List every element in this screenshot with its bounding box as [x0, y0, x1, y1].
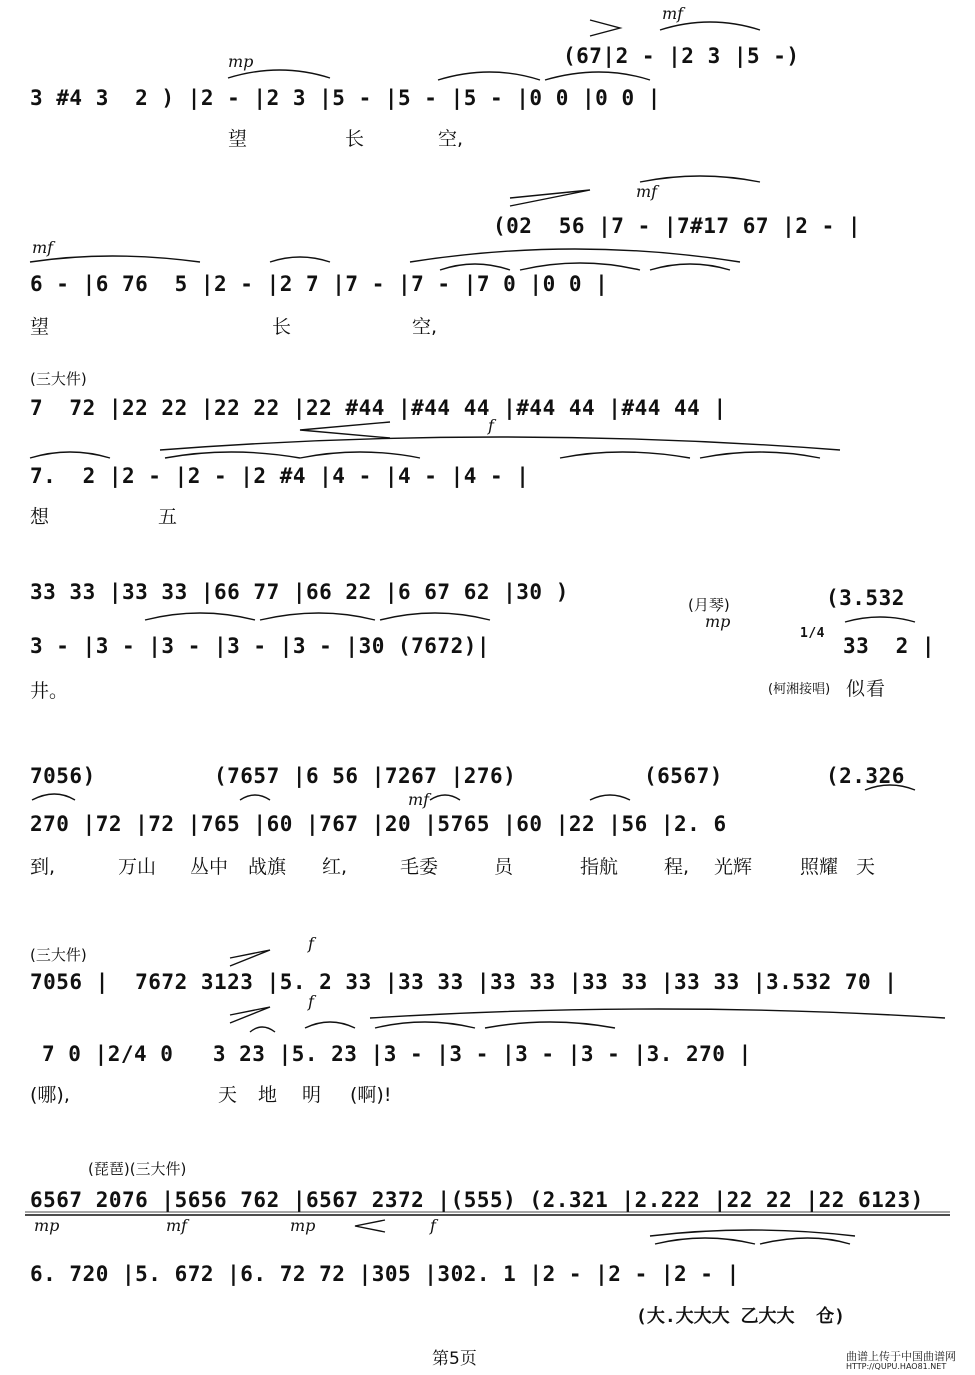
dynamic-f: f: [488, 416, 494, 435]
lyric: 毛委: [400, 856, 439, 878]
accompaniment-line-4: (2.326: [826, 764, 905, 788]
lyric: 望: [228, 128, 248, 150]
lyric: (哪),: [30, 1084, 70, 1106]
dynamic-mp: mp: [290, 1216, 316, 1235]
lyric: 望: [30, 316, 50, 338]
accompaniment-line: (67|2 - |2 3 |5 -): [563, 44, 800, 68]
lyric: 红,: [322, 856, 348, 878]
lyric: 长: [272, 316, 292, 338]
watermark-url: HTTP://QUPU.HAO81.NET: [846, 1362, 947, 1371]
lyric: 员: [494, 856, 514, 878]
lyric: 指航: [580, 856, 619, 878]
accompaniment-line: 6567 2076 |5656 762 |6567 2372 |(555) (2.321 |2.222 |22 22 |22 6123): [30, 1188, 924, 1212]
instrument-label: (月琴): [688, 596, 730, 614]
lyric: 五: [158, 506, 178, 528]
vocal-line-2: 33 2 |: [843, 634, 936, 658]
vocal-line: 6. 720 |5. 672 |6. 72 72 |305 |302. 1 |2 - |2 - |2 - |: [30, 1262, 740, 1286]
watermark: 曲谱上传于中国曲谱网: [846, 1350, 956, 1363]
dynamic-mf: mf: [636, 182, 658, 201]
accompaniment-line: 7056 | 7672 3123 |5. 2 33 |33 33 |33 33 |33 33 |33 33 |3.532 70 |: [30, 970, 898, 994]
lyric: 空,: [438, 128, 464, 150]
vocal-line: 3 #4 3 2 ) |2 - |2 3 |5 - |5 - |5 - |0 0 |0 0 |: [30, 86, 661, 110]
lyric: 想: [30, 506, 50, 528]
vocal-line: 3 - |3 - |3 - |3 - |3 - |30 (7672)|: [30, 634, 491, 658]
dynamic-mf: mf: [166, 1216, 188, 1235]
instrument-label: (琵琶)(三大件): [88, 1160, 187, 1178]
instrument-label: (三大件): [30, 946, 87, 964]
accompaniment-line-2: (7657 |6 56 |7267 |276): [214, 764, 517, 788]
vocal-line: 7 0 |2/4 0 3 23 |5. 23 |3 - |3 - |3 - |3 - |3. 270 |: [42, 1042, 752, 1066]
vocal-line: 6 - |6 76 5 |2 - |2 7 |7 - |7 - |7 0 |0 0 |: [30, 272, 609, 296]
lyric: 程,: [664, 856, 690, 878]
lyric: (啊)!: [350, 1084, 392, 1106]
dynamic-mp: mp: [228, 52, 254, 71]
accompaniment-line: (02 56 |7 - |7#17 67 |2 - |: [493, 214, 862, 238]
lyric: 战旗: [248, 856, 287, 878]
vocal-line: 270 |72 |72 |765 |60 |767 |20 |5765 |60 |22 |56 |2. 6: [30, 812, 727, 836]
dynamic-mp: mp: [705, 612, 731, 631]
lyric: 似: [846, 678, 866, 700]
lyric: 井。: [30, 680, 69, 702]
accompaniment-line: 7 72 |22 22 |22 22 |22 #44 |#44 44 |#44 44 |#44 44 |: [30, 396, 727, 420]
accompaniment-line-2: (3.532: [826, 586, 905, 610]
lyric: 光辉: [714, 856, 753, 878]
lyric: 丛中: [190, 856, 229, 878]
dynamic-mp: mp: [34, 1216, 60, 1235]
page-number: 第5页: [432, 1349, 477, 1369]
time-signature: 1/4: [800, 626, 825, 641]
accompaniment-line: 7056): [30, 764, 96, 788]
lyric: 明: [302, 1084, 322, 1106]
percussion-line: (大.大大大 乙大大 仓): [636, 1306, 846, 1327]
lyric: 到,: [30, 856, 56, 878]
lyric: 照耀: [800, 856, 839, 878]
lyric: 天: [856, 856, 876, 878]
vocal-line: 7. 2 |2 - |2 - |2 #4 |4 - |4 - |4 - |: [30, 464, 530, 488]
lyric: 空,: [412, 316, 438, 338]
dynamic-f: f: [430, 1216, 436, 1235]
dynamic-mf: mf: [408, 790, 430, 809]
dynamic-mf: mf: [662, 4, 684, 23]
lyric: 天: [218, 1084, 238, 1106]
lyric: 看: [866, 678, 886, 700]
lyric: 地: [258, 1084, 278, 1106]
accompaniment-line: 33 33 |33 33 |66 77 |66 22 |6 67 62 |30 ): [30, 580, 569, 604]
lyric: 长: [345, 128, 365, 150]
instrument-label: (三大件): [30, 370, 87, 388]
dynamic-mf: mf: [32, 238, 54, 257]
dynamic-f: f: [308, 934, 314, 953]
accompaniment-line-3: (6567): [644, 764, 723, 788]
lyric: 万山: [118, 856, 157, 878]
performance-note: (柯湘接唱): [768, 682, 831, 697]
dynamic-f: f: [308, 992, 314, 1011]
